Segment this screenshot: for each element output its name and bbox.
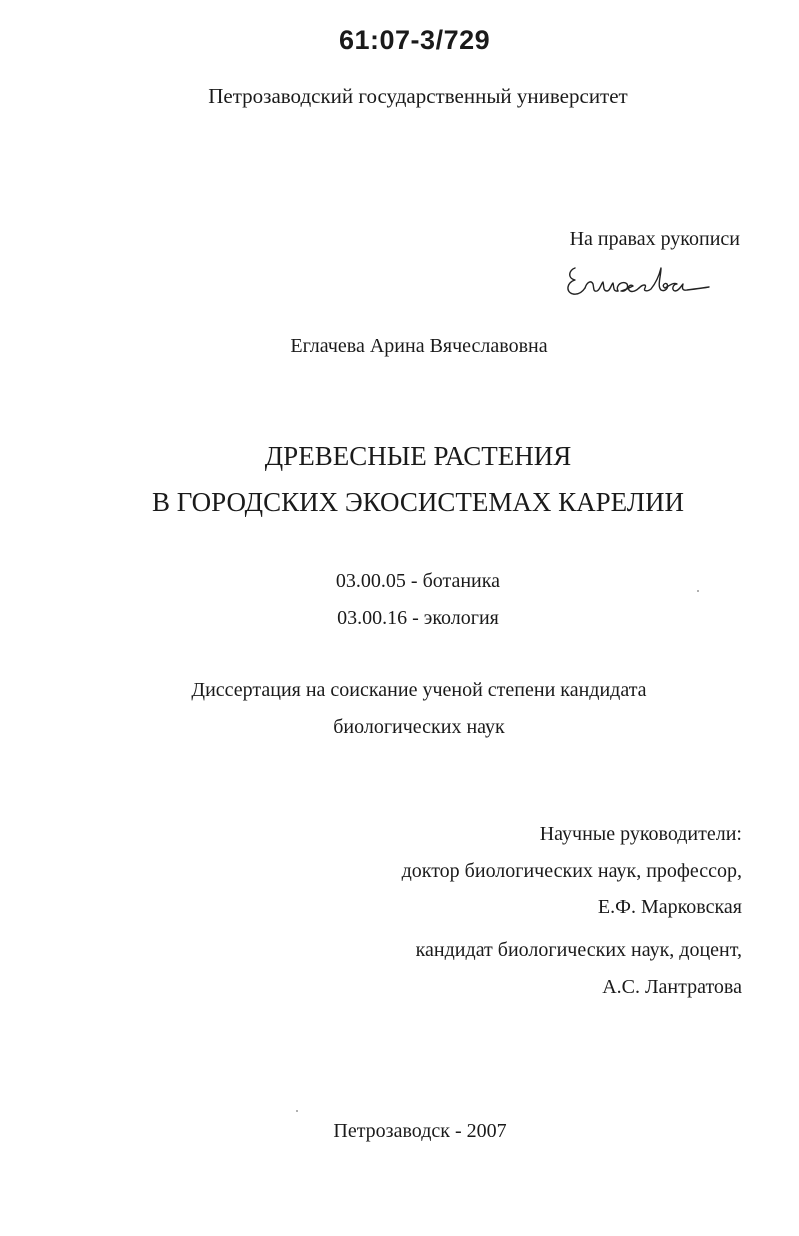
thesis-title-line-1: ДРЕВЕСНЫЕ РАСТЕНИЯ [264,441,572,471]
signature-stroke-3 [617,283,639,292]
supervisor-1-name: Е.Ф. Марковская [597,896,742,918]
catalog-number: 61:07-3/729 [339,25,491,55]
university-name: Петрозаводский государственный университет [208,84,628,108]
city-year: Петрозаводск - 2007 [333,1120,507,1142]
scan-speck [296,1110,298,1112]
signature-stroke-5 [665,283,709,291]
degree-line-2: биологических наук [333,716,505,738]
specialty-botany: 03.00.05 - ботаника [335,570,501,592]
signature [563,258,713,308]
supervisors-heading: Научные руководители: [539,823,742,845]
manuscript-note: На правах рукописи [569,228,740,250]
supervisor-2-name: А.С. Лантратова [602,976,742,998]
scan-speck [697,590,699,592]
supervisor-2-title: кандидат биологических наук, доцент, [415,939,742,961]
author-name: Еглачева Арина Вячеславовна [290,335,548,357]
thesis-title-line-2: В ГОРОДСКИХ ЭКОСИСТЕМАХ КАРЕЛИИ [151,487,685,517]
signature-stroke-1 [568,268,585,294]
signature-stroke-4 [639,268,668,291]
specialty-ecology: 03.00.16 - экология [337,607,499,629]
supervisor-1-title: доктор биологических наук, профессор, [401,860,742,882]
signature-stroke-2 [585,282,618,291]
degree-line-1: Диссертация на соискание ученой степени кандидата [191,679,647,701]
